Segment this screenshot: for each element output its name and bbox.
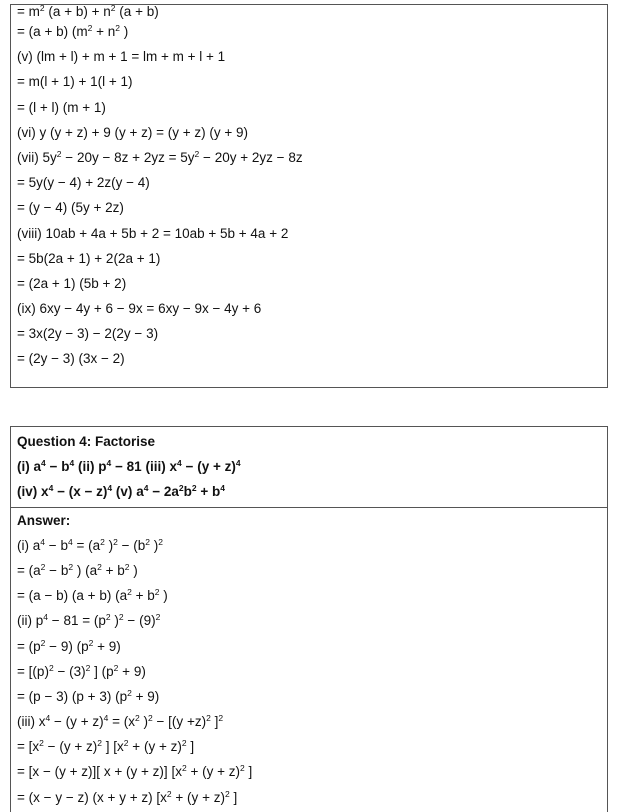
math-line: = [x − (y + z)][ x + (y + z)] [$x^2 + (y + z)^2$ ] (17, 763, 253, 780)
math-line: (vi) y (y + z) + 9 (y + z) = (y + z) (y + 9) (17, 124, 249, 140)
math-line: = (2a + 1) (5b + 2) (17, 275, 127, 291)
math-line: (ix) 6xy − 4y + 6 − 9x = 6xy − 9x − 4y + 6 (17, 301, 262, 317)
question-header (11, 427, 607, 508)
math-line: = (x − y − z) (x + y + z) [$x^2 + (y + z)^2$ ] (17, 788, 238, 805)
question-line: (iv) $x^4 - (x - z)^4$ (v) $a^4 - 2a^2b^2 + b^4$ (17, 483, 226, 500)
answer-section (11, 508, 607, 810)
math-line: = (a + b) ($m^2 + n^2$ ) (17, 23, 129, 39)
math-line: = (p − 3) (p + 3) $(p^2 + 9)$ (17, 687, 160, 704)
math-line: = (l + l) (m + 1) (17, 99, 106, 115)
math-line: (v) (lm + l) + m + 1 = lm + m + l + 1 (17, 49, 226, 65)
math-line: = [$(p)^2 - (3)^2$ ] $(p^2 + 9)$ (17, 662, 146, 679)
math-line: = (2y − 3) (3x − 2) (17, 351, 125, 367)
math-line: = [$x^2 - (y + z)^2$ ] [$x^2 + (y + z)^2$ ] (17, 738, 195, 755)
math-line: = 5y(y − 4) + 2z(y − 4) (17, 175, 150, 191)
math-line: (i) $a^4 - b^4 = (a^2$ )$^2 - (b^2$ )$^2$ (17, 536, 164, 553)
math-line: = $m^2$ $(a + b) + n^2$ (a + b) (17, 3, 159, 19)
math-line: (viii) 10ab + 4a + 5b + 2 = 10ab + 5b + 4a + 2 (17, 225, 289, 241)
math-line: (vii) $5y^2 - 20y - 8z + 2yz = 5y^2 - 20y + 2yz - 8z$ (17, 148, 303, 165)
question-4-box (10, 426, 608, 812)
math-line: = 5b(2a + 1) + 2(2a + 1) (17, 250, 161, 266)
math-line: = $(p^2 - 9) (p^2 + 9)$ (17, 637, 121, 654)
math-line: = m(l + 1) + 1(l + 1) (17, 74, 133, 90)
math-line: (iii) $x^4 - (y + z)^4 = (x^2$ )$^2 - [(y +z)^2$ ]$^2$ (17, 713, 224, 730)
math-line: = ($a^2 - b^2$ ) ($a^2 + b^2$ ) (17, 561, 138, 578)
math-line: = (y − 4) (5y + 2z) (17, 200, 124, 216)
question-title: Question 4: Factorise (17, 434, 156, 449)
solution-continuation-box (10, 4, 608, 388)
answer-label: Answer: (17, 512, 71, 528)
math-line: = 3x(2y − 3) − 2(2y − 3) (17, 326, 159, 342)
math-line: = (a − b) (a + b) ($a^2 + b^2$ ) (17, 587, 168, 604)
math-line: (ii) $p^4 - 81 = (p^2$ )$^2 - (9)^2$ (17, 612, 161, 629)
question-line: (i) $a^4 - b^4$ (ii) $p^4 - 81$ (iii) $x^4 - (y + z)^4$ (17, 458, 241, 475)
